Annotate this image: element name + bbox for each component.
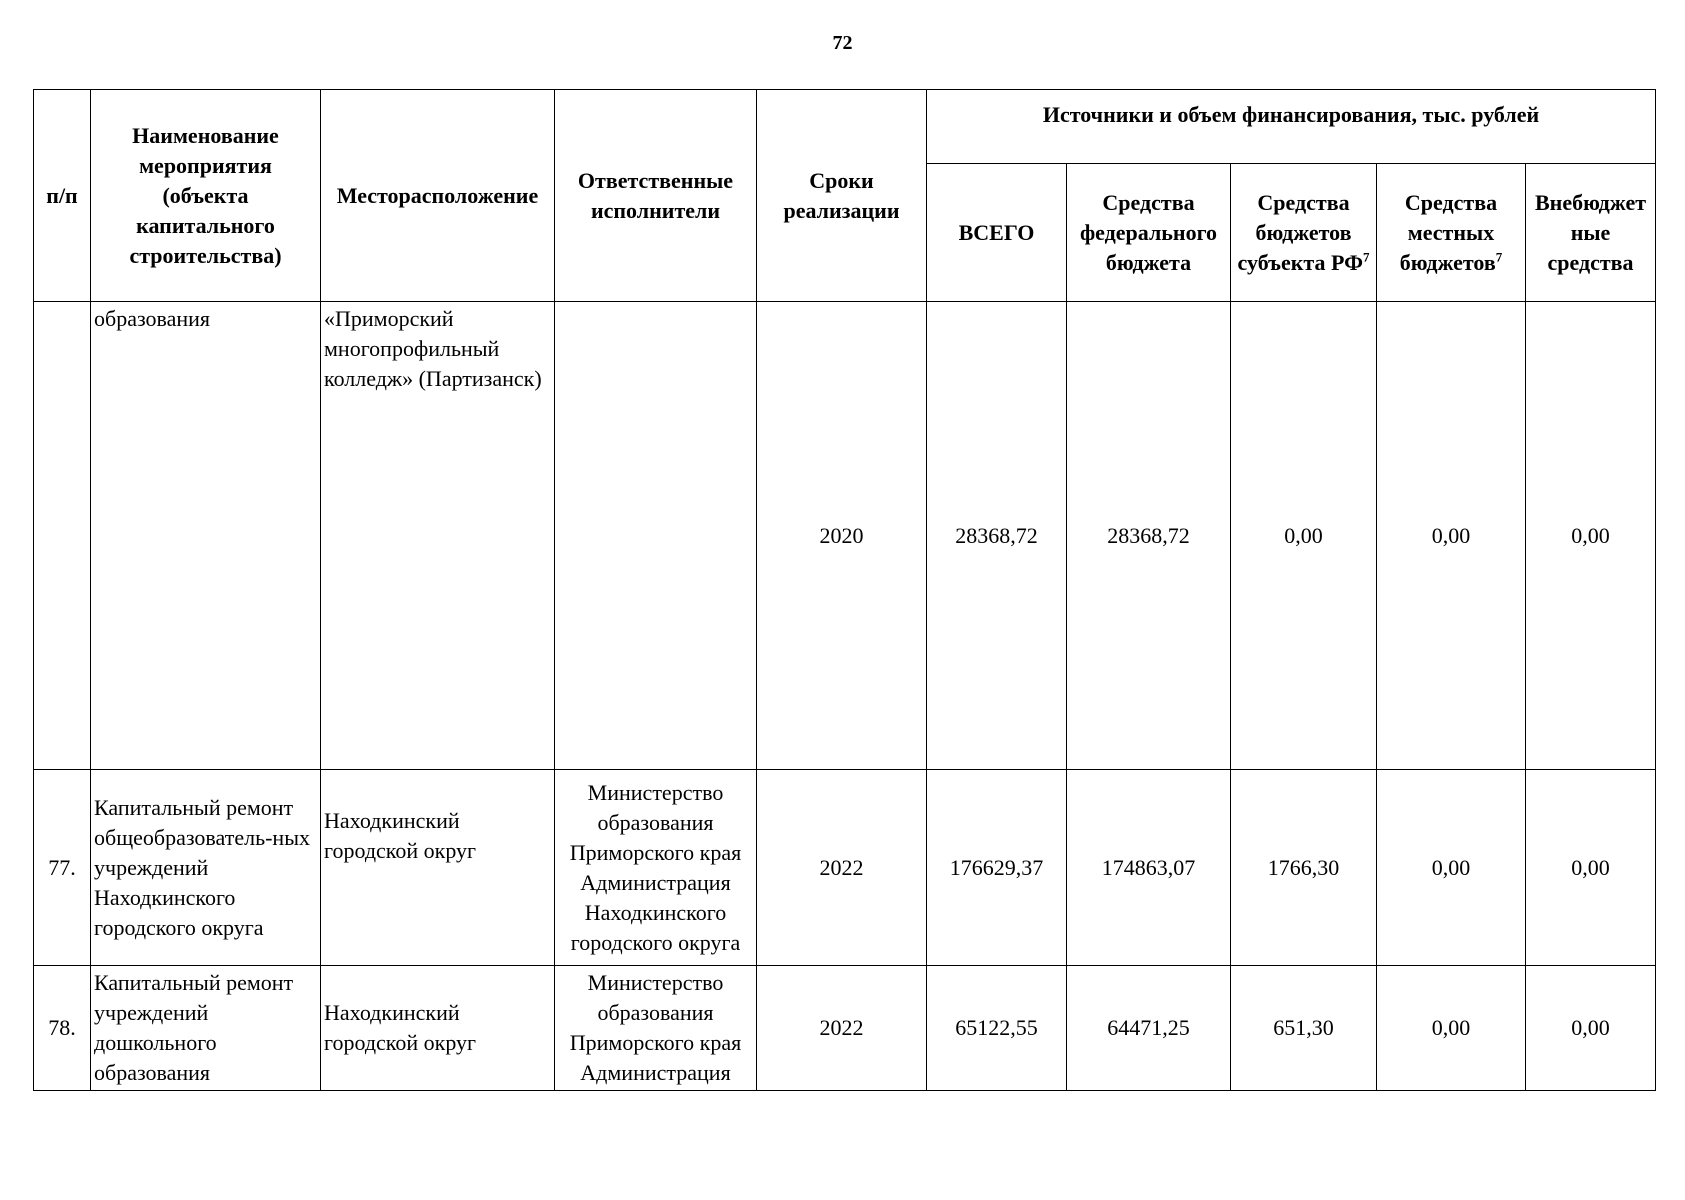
header-total: ВСЕГО	[927, 164, 1067, 302]
row-name: Капитальный ремонт общеобразователь-ных учреждений Находкинского городского округа	[91, 770, 321, 966]
row-num	[34, 302, 91, 770]
row-location: «Приморский многопрофильный колледж» (Партизанск)	[321, 302, 555, 770]
row-period: 2022	[757, 770, 927, 966]
header-period: Сроки реализации	[757, 90, 927, 302]
row-num: 78.	[34, 966, 91, 1091]
row-extra: 0,00	[1526, 302, 1656, 770]
row-local: 0,00	[1377, 770, 1526, 966]
row-federal: 64471,25	[1067, 966, 1231, 1091]
header-funding: Источники и объем финансирования, тыс. рублей	[927, 90, 1656, 164]
header-location: Месторасположение	[321, 90, 555, 302]
page-number: 72	[832, 32, 853, 54]
row-name: Капитальный ремонт учреждений дошкольного образования	[91, 966, 321, 1091]
row-extra: 0,00	[1526, 770, 1656, 966]
row-total: 28368,72	[927, 302, 1067, 770]
row-name: образования	[91, 302, 321, 770]
row-federal: 28368,72	[1067, 302, 1231, 770]
row-regional: 651,30	[1231, 966, 1377, 1091]
row-local: 0,00	[1377, 302, 1526, 770]
row-period: 2020	[757, 302, 927, 770]
table-row	[34, 770, 1656, 966]
header-name: Наименование мероприятия (объекта капитального строительства)	[91, 90, 321, 302]
footnote-mark: 7	[1362, 249, 1370, 265]
row-num: 77.	[34, 770, 91, 966]
row-local: 0,00	[1377, 966, 1526, 1091]
row-total: 176629,37	[927, 770, 1067, 966]
row-executors: Министерство образования Приморского края Администрация	[555, 966, 757, 1091]
row-extra: 0,00	[1526, 966, 1656, 1091]
footnote-mark: 7	[1495, 249, 1503, 265]
row-federal: 174863,07	[1067, 770, 1231, 966]
row-regional: 1766,30	[1231, 770, 1377, 966]
header-extra: Внебюджет ные средства	[1526, 164, 1656, 302]
row-executors	[555, 302, 757, 770]
row-executors: Министерство образования Приморского края Администрация Находкинского городского округа	[555, 770, 757, 966]
row-period: 2022	[757, 966, 927, 1091]
header-federal: Средства федерального бюджета	[1067, 164, 1231, 302]
row-location: Находкинский городской округ	[321, 966, 555, 1091]
table-row	[34, 302, 1656, 770]
funding-table	[33, 89, 1656, 1091]
header-local	[1377, 164, 1526, 302]
row-location: Находкинский городской округ	[321, 770, 555, 966]
table-row	[34, 966, 1656, 1091]
header-local-label: Средства местных бюджетов	[1399, 189, 1498, 275]
header-regional-label: Средства бюджетов субъекта РФ	[1237, 189, 1363, 275]
header-regional	[1231, 164, 1377, 302]
header-num: п/п	[34, 90, 91, 302]
row-total: 65122,55	[927, 966, 1067, 1091]
row-regional: 0,00	[1231, 302, 1377, 770]
header-executors: Ответственные исполнители	[555, 90, 757, 302]
